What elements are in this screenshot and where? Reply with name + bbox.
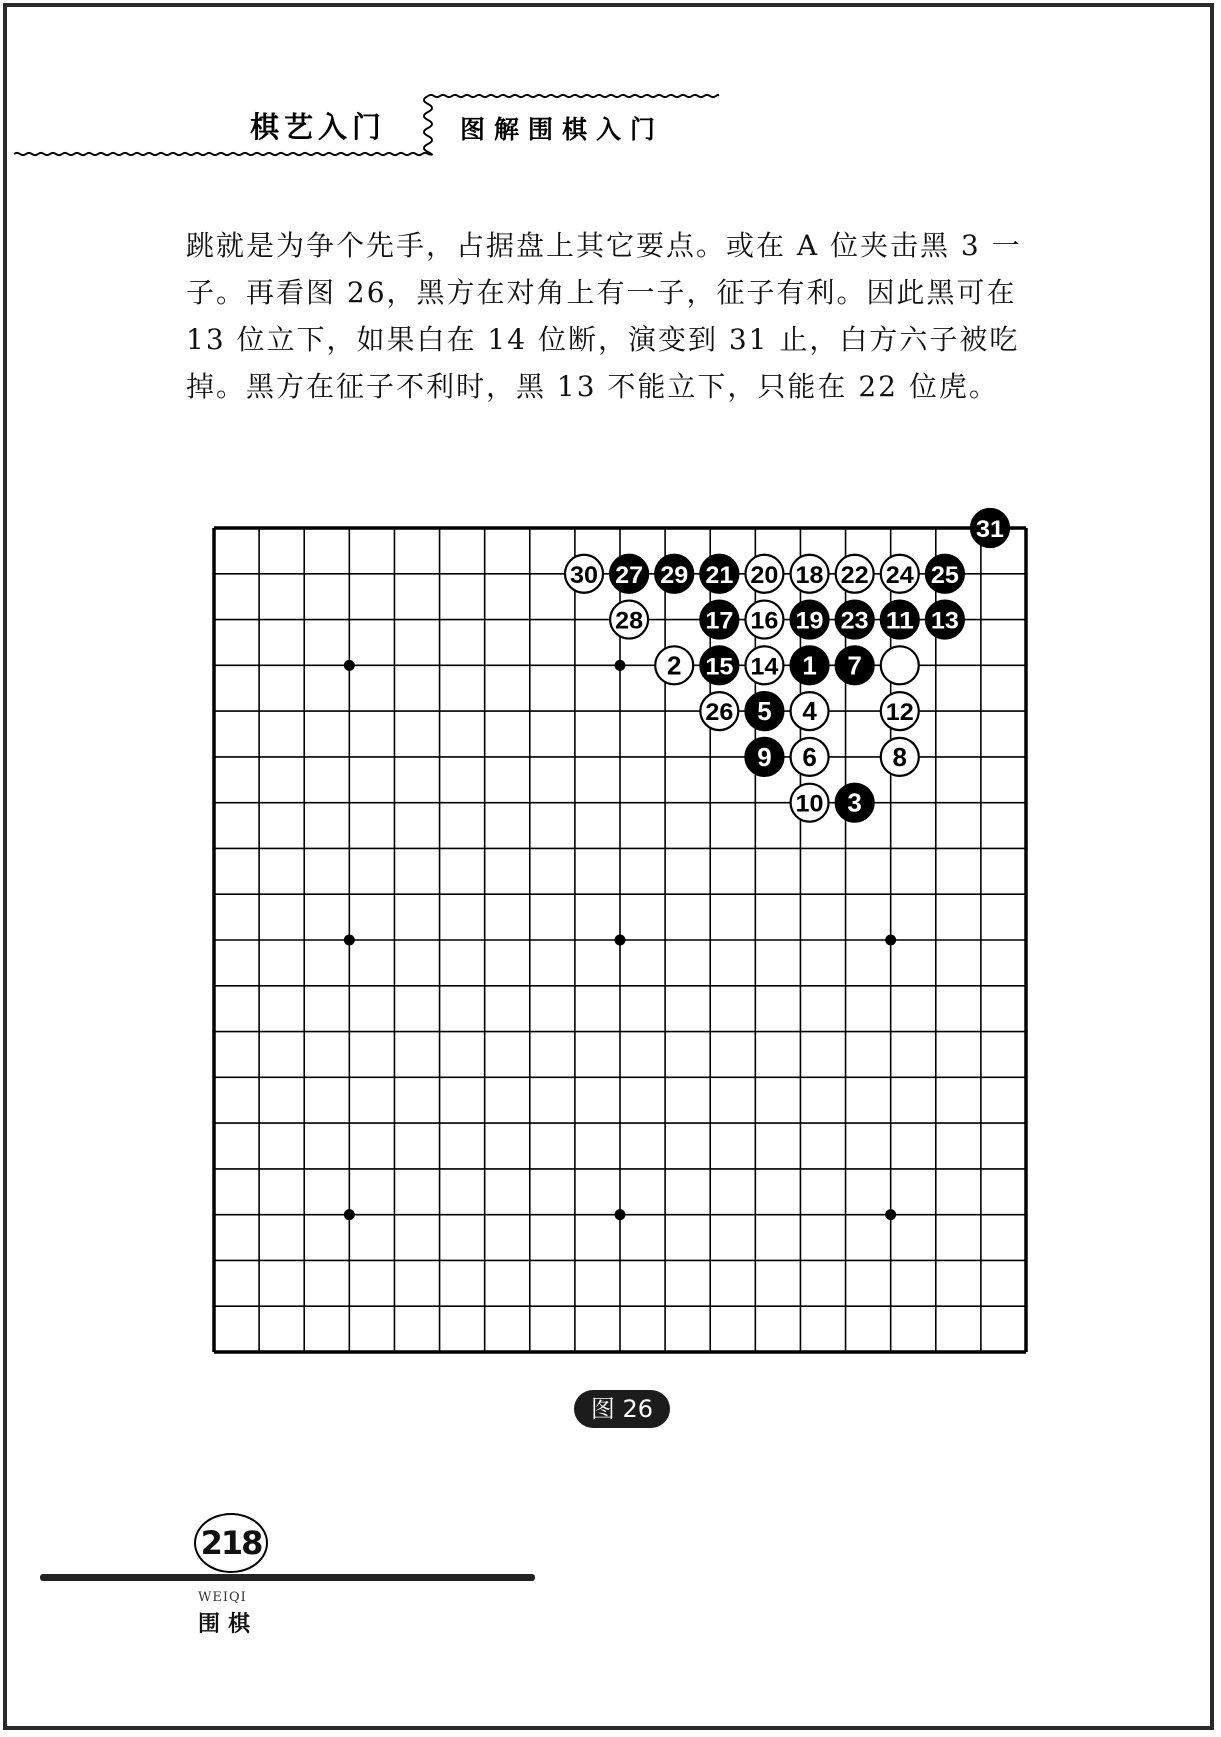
body-paragraph: 跳就是为争个先手，占据盘上其它要点。或在 A 位夹击黑 3 一子。再看图 26，黑方在对角上有一子，征子有利。因此黑可在 13 位立下，如果白在 14 位断，演变到 31 止，白方六子被吃掉。黑方在征子不利时，黑 13 不能立下，只能在 22 位虎。 xyxy=(186,229,1022,403)
stone-number: 30 xyxy=(570,561,598,589)
stone-number: 20 xyxy=(750,561,779,589)
stone-number: 9 xyxy=(757,741,772,772)
stone-white-18 xyxy=(791,555,829,593)
footer-rule xyxy=(40,1574,535,1581)
stone-number: 28 xyxy=(615,607,644,635)
stone-number: 13 xyxy=(930,607,959,635)
figure-label: 图 26 xyxy=(574,1390,670,1428)
stone-number: 24 xyxy=(885,561,915,589)
stone-number: 17 xyxy=(705,607,734,635)
stone-black-31 xyxy=(971,509,1009,547)
stone-number: 16 xyxy=(750,607,779,635)
stone-black-25 xyxy=(926,555,964,593)
stone-number: 4 xyxy=(802,696,817,727)
stone-number: 25 xyxy=(930,561,959,589)
stone-black-11 xyxy=(881,601,919,639)
stone-white-28 xyxy=(610,601,648,639)
stone-number: 8 xyxy=(892,741,908,772)
stone-white-12 xyxy=(881,692,919,730)
stone-white-4 xyxy=(791,692,829,730)
stone-black-13 xyxy=(926,601,964,639)
stone-black-5 xyxy=(745,692,783,730)
stone-white-2 xyxy=(655,646,693,684)
stone-number: 23 xyxy=(840,607,869,635)
stone-number: 21 xyxy=(705,561,734,589)
stone-number: 19 xyxy=(795,607,824,635)
stone-number: 10 xyxy=(795,790,824,818)
stone-black-21 xyxy=(700,555,738,593)
stone-white-10 xyxy=(791,784,829,822)
stone-number: 1 xyxy=(802,650,817,681)
stone-white-30 xyxy=(565,555,603,593)
stone-black-17 xyxy=(700,601,738,639)
stone-number: 15 xyxy=(705,653,734,681)
stone-white-24 xyxy=(881,555,919,593)
stone-number: 11 xyxy=(885,607,914,635)
star-point xyxy=(344,660,355,671)
stone-number: 31 xyxy=(976,516,1004,543)
stone-black-15 xyxy=(700,646,738,684)
stone-black-27 xyxy=(610,555,648,593)
star-point xyxy=(885,935,896,946)
stone-number: 12 xyxy=(885,699,914,727)
stone-number: 5 xyxy=(757,696,772,727)
stone-number: 29 xyxy=(660,561,689,589)
stone-white-16 xyxy=(745,601,783,639)
book-title: 图解围棋入门 xyxy=(460,115,665,144)
stone-number: 7 xyxy=(847,650,862,681)
stone-white-6 xyxy=(791,738,829,776)
stone-black-29 xyxy=(655,555,693,593)
stone-number: 2 xyxy=(666,650,682,681)
stone-black-3 xyxy=(836,784,874,822)
stone-number: 26 xyxy=(705,699,734,727)
star-point xyxy=(615,1209,626,1220)
stone-number: 27 xyxy=(615,561,644,589)
stone-number: 22 xyxy=(840,561,869,589)
stone-black-1 xyxy=(791,646,829,684)
stone-number: 3 xyxy=(847,787,862,818)
star-point xyxy=(615,935,626,946)
stone-number: 6 xyxy=(802,741,817,772)
stone-white-14 xyxy=(745,646,783,684)
star-point xyxy=(615,660,626,671)
stone-black-9 xyxy=(745,738,783,776)
stone-black-7 xyxy=(836,646,874,684)
stone-white-20 xyxy=(745,555,783,593)
series-title: 棋艺入门 xyxy=(250,110,387,144)
stone-disc xyxy=(881,646,919,684)
stone-white-22 xyxy=(836,555,874,593)
stone-number: 18 xyxy=(795,561,824,589)
stone-black-19 xyxy=(791,601,829,639)
star-point xyxy=(344,935,355,946)
stone-number: 14 xyxy=(750,653,780,681)
stone-white-8 xyxy=(881,738,919,776)
stone-black-23 xyxy=(836,601,874,639)
stone-white xyxy=(881,646,919,684)
stone-white-26 xyxy=(700,692,738,730)
star-point xyxy=(344,1209,355,1220)
star-point xyxy=(885,1209,896,1220)
footer-chinese-title: 围棋 xyxy=(198,1612,259,1637)
footer-english-title: WEIQI xyxy=(198,1590,247,1605)
page-number: 218 xyxy=(194,1513,268,1573)
